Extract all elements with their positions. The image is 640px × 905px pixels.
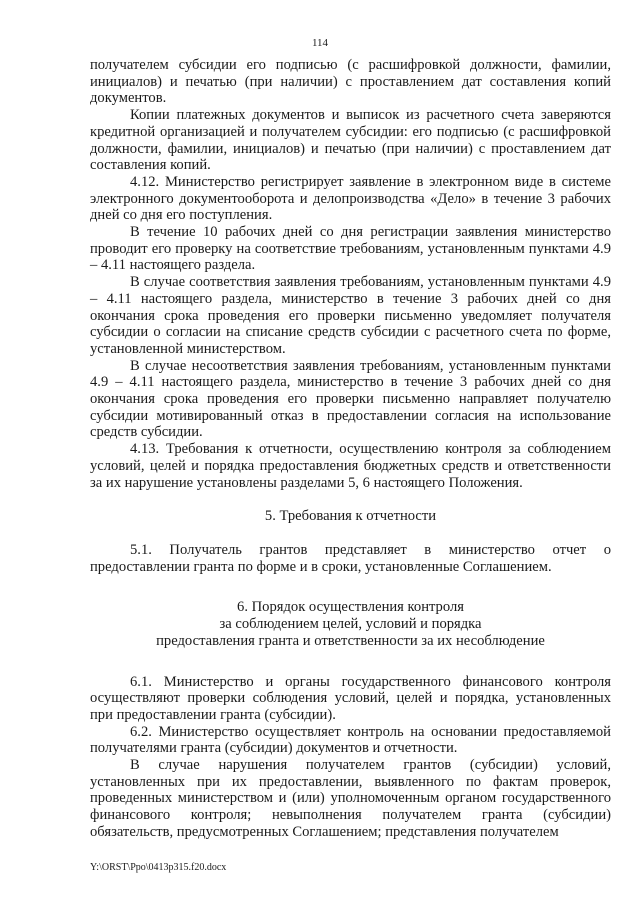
section-6-heading-line-2: за соблюдением целей, условий и порядка	[219, 616, 482, 633]
paragraph-6-2: 6.2. Министерство осуществляет контроль на основании предоставляемой получателями гранта (субсидии) документов и отчетности.	[90, 723, 611, 757]
section-6-heading-line-1: 6. Порядок осуществления контроля	[237, 599, 464, 616]
section-6-heading-line-3: предоставления гранта и ответственности за их несоблюдение	[156, 632, 545, 649]
document-body	[90, 57, 611, 841]
paragraph-continuation: получателем субсидии его подписью (с расшифровкой должности, фамилии, инициалов) и печатью (при наличии) с проставлением дат составления копий документов.	[90, 57, 611, 107]
paragraph-copies-certification: Копии платежных документов и выписок из расчетного счета заверяются кредитной организацией и получателем субсидии: его подписью (с расшифровкой должности, фамилии, инициалов) и печатью (при наличии) с проставлением дат составления копий.	[90, 107, 611, 174]
paragraph-review-period: В течение 10 рабочих дней со дня регистрации заявления министерство проводит его проверку на соответствие требованиям, установленным пунктами 4.9 – 4.11 настоящего раздела.	[90, 224, 611, 274]
paragraph-4-12: 4.12. Министерство регистрирует заявление в электронном виде в системе электронного документооборота и делопроизводства «Дело» в течение 3 рабочих дней со дня его поступления.	[90, 173, 611, 224]
paragraph-4-13: 4.13. Требования к отчетности, осуществлению контроля за соблюдением условий, целей и порядка предоставления бюджетных средств и ответственности за их нарушение установлены разделами 5, 6 настоящего Положения.	[90, 441, 611, 491]
paragraph-compliance-case: В случае соответствия заявления требованиям, установленным пунктами 4.9 – 4.11 настоящего раздела, министерство в течение 3 рабочих дней со дня окончания срока проведения его проверки письменно уведомляет получателя субсидии о согласии на списание средств субсидии с расчетного счета по форме, установленной министерством.	[90, 274, 611, 357]
paragraph-6-1: 6.1. Министерство и органы государственного финансового контроля осуществляют проверки соблюдения условий, целей и порядка, установленных при предоставлении гранта (субсидии).	[90, 673, 611, 723]
page-number: 114	[311, 37, 329, 49]
paragraph-violation-case: В случае нарушения получателем грантов (субсидии) условий, установленных при их предоставлении, выявленного по фактам проверок, проведенных министерством и (или) уполномоченным органом государственного финансового контроля; невыполнения получателем гранта (субсидии) обязательств, предусмотренных Соглашением; представления получателем	[90, 757, 611, 840]
paragraph-5-1: 5.1. Получатель грантов представляет в министерство отчет о предоставлении гранта по форме и в сроки, установленные Соглашением.	[90, 541, 611, 575]
section-5-heading: 5. Требования к отчетности	[264, 508, 437, 525]
paragraph-noncompliance-case: В случае несоответствия заявления требованиям, установленным пунктами 4.9 – 4.11 настоящего раздела, министерство в течение 3 рабочих дней со дня окончания срока проведения его проверки письменно направляет получателю субсидии мотивированный отказ в предоставлении согласия на использование средств субсидии.	[90, 357, 611, 441]
footer-file-path: Y:\ORST\Ppo\0413p315.f20.docx	[90, 862, 227, 873]
